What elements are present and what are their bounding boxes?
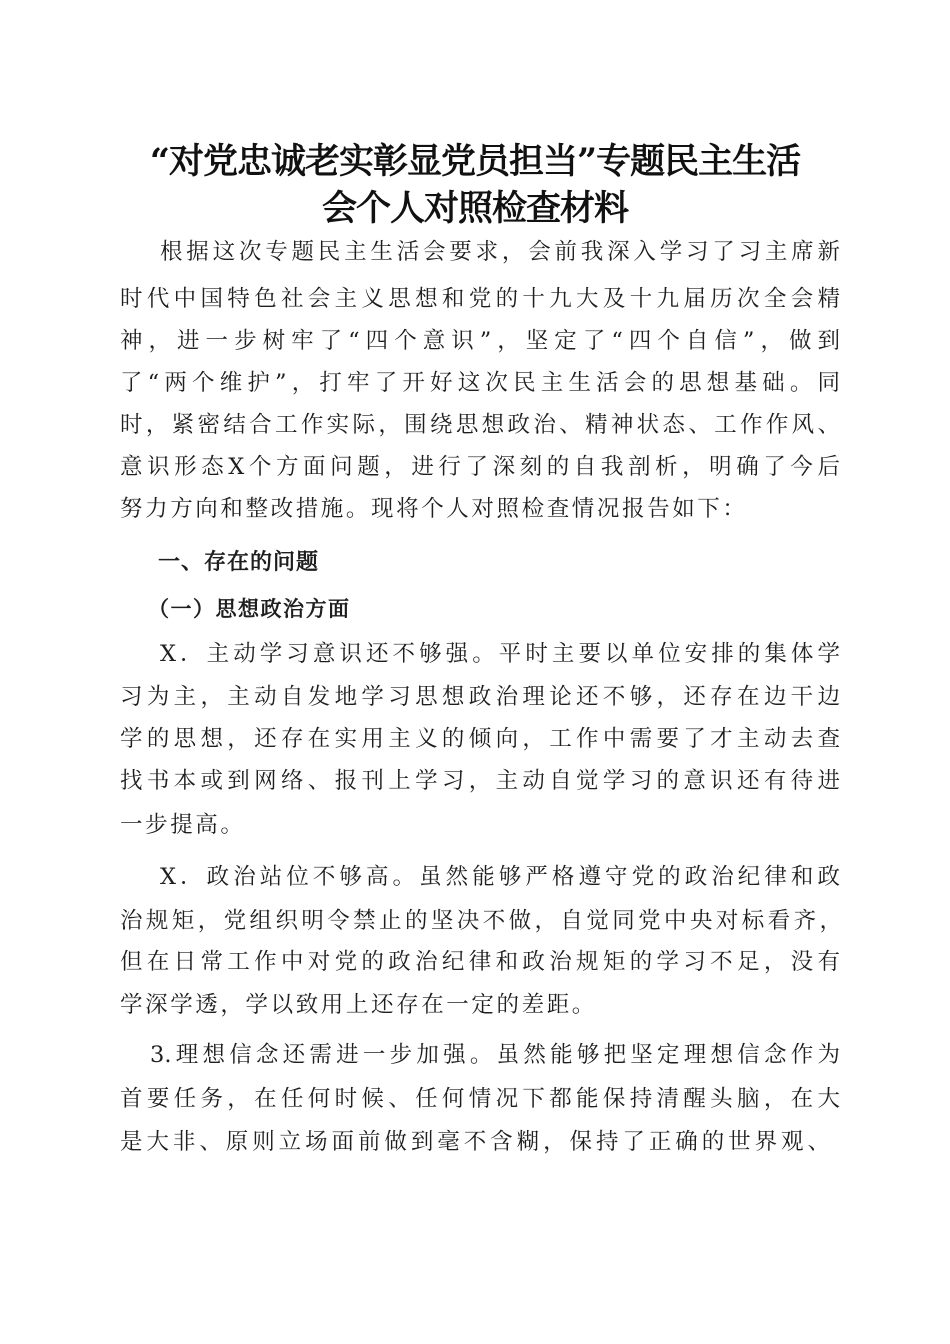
item2-line-4: 学深学透，学以致用上还存在一定的差距。: [120, 992, 597, 1018]
item3-line-3: 是大非、原则立场面前做到毫不含糊，保持了正确的世界观、: [120, 1129, 830, 1155]
item2-line-1: X．政治站位不够高。虽然能够严格遵守党的政治纪律和政: [160, 864, 840, 890]
item1-line-3: 学的思想，还存在实用主义的倾向，工作中需要了才主动去查: [120, 726, 840, 752]
intro-line-4: 了“两个维护”，打牢了开好这次民主生活会的思想基础。同: [120, 370, 840, 396]
item3-line-1: 3.理想信念还需进一步加强。虽然能够把坚定理想信念作为: [150, 1042, 840, 1068]
item2-line-3: 但在日常工作中对党的政治纪律和政治规矩的学习不足，没有: [120, 949, 840, 975]
item1-line-2: 习为主，主动自发地学习思想政治理论还不够，还存在边干边: [120, 684, 840, 710]
item3-line-2: 首要任务，在任何时候、任何情况下都能保持清醒头脑，在大: [120, 1086, 840, 1112]
document-title: [100, 138, 850, 232]
intro-line-1: 根据这次专题民主生活会要求，会前我深入学习了习主席新: [160, 239, 840, 265]
subsection-heading: （一）思想政治方面: [148, 596, 351, 621]
item1-line-4: 找书本或到网络、报刊上学习，主动自觉学习的意识还有待进: [120, 768, 840, 794]
title-line-1: “对党忠诚老实彰显党员担当”专题民主生活: [149, 141, 801, 182]
intro-line-5: 时，紧密结合工作实际，围绕思想政治、精神状态、工作作风、: [120, 412, 840, 438]
item1-line-5: 一步提高。: [120, 812, 246, 838]
title-line-2: 会个人对照检查材料: [321, 188, 628, 229]
intro-line-7: 努力方向和整改措施。现将个人对照检查情况报告如下：: [120, 496, 748, 522]
intro-line-2: 时代中国特色社会主义思想和党的十九大及十九届历次全会精: [120, 286, 840, 312]
item1-line-1: X．主动学习意识还不够强。平时主要以单位安排的集体学: [160, 641, 840, 667]
item2-line-2: 治规矩，党组织明令禁止的坚决不做，自觉同党中央对标看齐，: [120, 908, 842, 934]
section-heading: 一、存在的问题: [158, 550, 320, 575]
intro-line-6: 意识形态X个方面问题，进行了深刻的自我剖析，明确了今后: [120, 454, 840, 480]
intro-line-3: 神，进一步树牢了“四个意识”，坚定了“四个自信”，做到: [120, 328, 840, 354]
